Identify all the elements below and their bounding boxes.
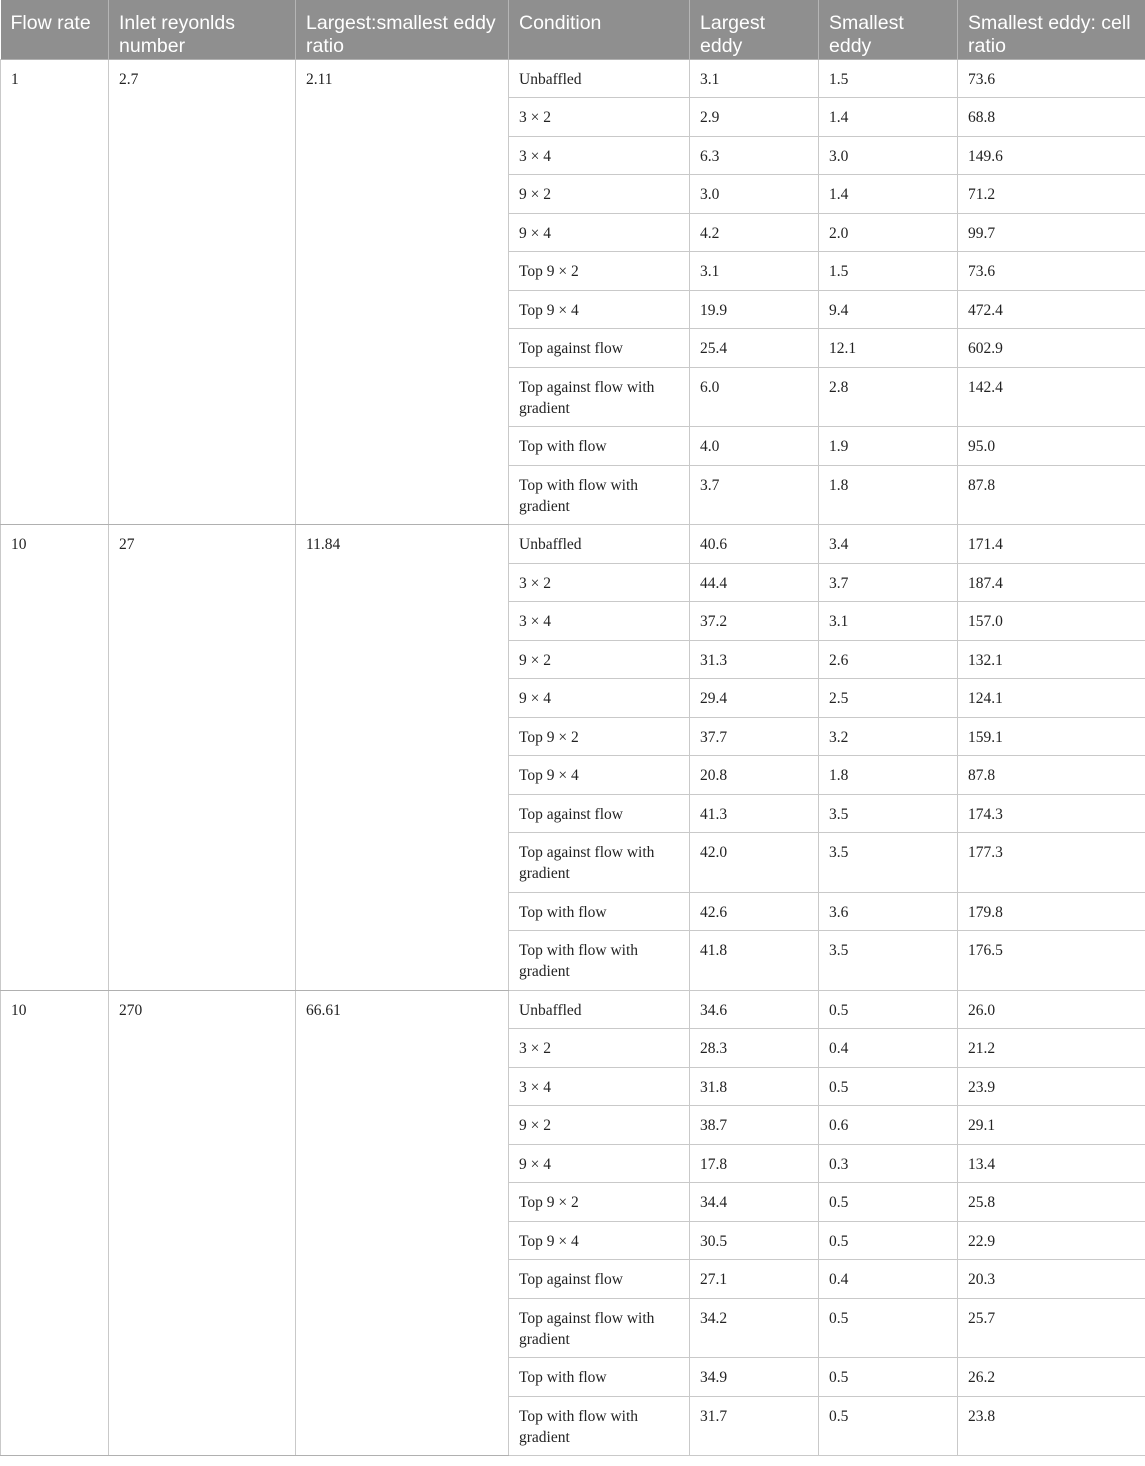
condition-cell: Top with flow (509, 1358, 690, 1397)
smallest-eddy-cell: 0.5 (819, 1221, 958, 1260)
table-row (1, 59, 1145, 98)
largest-eddy-cell: 20.8 (690, 756, 819, 795)
largest-eddy-cell: 19.9 (690, 290, 819, 329)
header-row (1, 0, 1145, 59)
condition-cell: 9 × 2 (509, 640, 690, 679)
cell-ratio-cell: 602.9 (958, 329, 1145, 368)
cell-ratio-cell: 171.4 (958, 525, 1145, 564)
smallest-eddy-cell: 9.4 (819, 290, 958, 329)
largest-eddy-cell: 34.9 (690, 1358, 819, 1397)
condition-cell: 9 × 2 (509, 175, 690, 214)
largest-eddy-cell: 28.3 (690, 1029, 819, 1068)
largest-eddy-cell: 42.0 (690, 833, 819, 893)
table-row (1, 990, 1145, 1029)
cell-ratio-cell: 26.2 (958, 1358, 1145, 1397)
cell-ratio-cell: 25.7 (958, 1298, 1145, 1358)
condition-cell: Top 9 × 4 (509, 1221, 690, 1260)
condition-cell: Unbaffled (509, 990, 690, 1029)
smallest-eddy-cell: 2.8 (819, 367, 958, 427)
largest-eddy-cell: 31.3 (690, 640, 819, 679)
smallest-eddy-cell: 0.5 (819, 1067, 958, 1106)
smallest-eddy-cell: 0.6 (819, 1106, 958, 1145)
condition-cell: Top with flow with gradient (509, 465, 690, 525)
smallest-eddy-cell: 3.4 (819, 525, 958, 564)
cell-ratio-cell: 23.9 (958, 1067, 1145, 1106)
inlet-reynolds-cell: 2.7 (109, 59, 296, 525)
cell-ratio-cell: 124.1 (958, 679, 1145, 718)
condition-cell: 9 × 4 (509, 1144, 690, 1183)
cell-ratio-cell: 149.6 (958, 136, 1145, 175)
header-cell-ratio: Smallest eddy: cell ratio (958, 0, 1145, 59)
cell-ratio-cell: 26.0 (958, 990, 1145, 1029)
smallest-eddy-cell: 0.3 (819, 1144, 958, 1183)
cell-ratio-cell: 177.3 (958, 833, 1145, 893)
cell-ratio-cell: 71.2 (958, 175, 1145, 214)
largest-eddy-cell: 27.1 (690, 1260, 819, 1299)
largest-eddy-cell: 44.4 (690, 563, 819, 602)
largest-eddy-cell: 38.7 (690, 1106, 819, 1145)
condition-cell: 3 × 2 (509, 1029, 690, 1068)
largest-eddy-cell: 3.7 (690, 465, 819, 525)
condition-cell: Top with flow (509, 892, 690, 931)
cell-ratio-cell: 187.4 (958, 563, 1145, 602)
smallest-eddy-cell: 1.5 (819, 252, 958, 291)
cell-ratio-cell: 87.8 (958, 756, 1145, 795)
largest-eddy-cell: 42.6 (690, 892, 819, 931)
eddy-ratio-cell: 66.61 (296, 990, 509, 1456)
table-header (1, 0, 1145, 59)
condition-cell: Top against flow (509, 794, 690, 833)
smallest-eddy-cell: 1.8 (819, 465, 958, 525)
largest-eddy-cell: 34.2 (690, 1298, 819, 1358)
smallest-eddy-cell: 0.5 (819, 1358, 958, 1397)
largest-eddy-cell: 40.6 (690, 525, 819, 564)
inlet-reynolds-cell: 270 (109, 990, 296, 1456)
largest-eddy-cell: 17.8 (690, 1144, 819, 1183)
header-condition: Condition (509, 0, 690, 59)
cell-ratio-cell: 142.4 (958, 367, 1145, 427)
flow-rate-cell: 10 (1, 990, 109, 1456)
condition-cell: Top against flow (509, 329, 690, 368)
cell-ratio-cell: 73.6 (958, 59, 1145, 98)
condition-cell: Top against flow with gradient (509, 1298, 690, 1358)
smallest-eddy-cell: 2.0 (819, 213, 958, 252)
smallest-eddy-cell: 3.2 (819, 717, 958, 756)
largest-eddy-cell: 31.8 (690, 1067, 819, 1106)
largest-eddy-cell: 6.0 (690, 367, 819, 427)
cell-ratio-cell: 99.7 (958, 213, 1145, 252)
largest-eddy-cell: 34.6 (690, 990, 819, 1029)
smallest-eddy-cell: 3.5 (819, 931, 958, 991)
smallest-eddy-cell: 0.5 (819, 1396, 958, 1456)
condition-cell: 3 × 2 (509, 563, 690, 602)
header-eddy-ratio: Largest:smallest eddy ratio (296, 0, 509, 59)
smallest-eddy-cell: 1.4 (819, 175, 958, 214)
smallest-eddy-cell: 0.5 (819, 1298, 958, 1358)
smallest-eddy-cell: 3.6 (819, 892, 958, 931)
flow-rate-cell: 10 (1, 525, 109, 991)
smallest-eddy-cell: 0.4 (819, 1260, 958, 1299)
condition-cell: Top with flow with gradient (509, 1396, 690, 1456)
largest-eddy-cell: 4.2 (690, 213, 819, 252)
condition-cell: 3 × 4 (509, 1067, 690, 1106)
smallest-eddy-cell: 3.5 (819, 833, 958, 893)
largest-eddy-cell: 37.2 (690, 602, 819, 641)
smallest-eddy-cell: 3.5 (819, 794, 958, 833)
condition-cell: Top against flow (509, 1260, 690, 1299)
smallest-eddy-cell: 3.1 (819, 602, 958, 641)
cell-ratio-cell: 21.2 (958, 1029, 1145, 1068)
smallest-eddy-cell: 1.8 (819, 756, 958, 795)
cell-ratio-cell: 179.8 (958, 892, 1145, 931)
condition-cell: 3 × 4 (509, 602, 690, 641)
condition-cell: Unbaffled (509, 525, 690, 564)
cell-ratio-cell: 159.1 (958, 717, 1145, 756)
cell-ratio-cell: 22.9 (958, 1221, 1145, 1260)
condition-cell: Top against flow with gradient (509, 833, 690, 893)
condition-cell: Unbaffled (509, 59, 690, 98)
cell-ratio-cell: 174.3 (958, 794, 1145, 833)
largest-eddy-cell: 31.7 (690, 1396, 819, 1456)
cell-ratio-cell: 68.8 (958, 98, 1145, 137)
table-row (1, 525, 1145, 564)
condition-cell: Top with flow with gradient (509, 931, 690, 991)
smallest-eddy-cell: 1.5 (819, 59, 958, 98)
inlet-reynolds-cell: 27 (109, 525, 296, 991)
largest-eddy-cell: 4.0 (690, 427, 819, 466)
condition-cell: Top 9 × 2 (509, 717, 690, 756)
cell-ratio-cell: 87.8 (958, 465, 1145, 525)
condition-cell: 9 × 4 (509, 213, 690, 252)
largest-eddy-cell: 25.4 (690, 329, 819, 368)
largest-eddy-cell: 30.5 (690, 1221, 819, 1260)
smallest-eddy-cell: 3.0 (819, 136, 958, 175)
smallest-eddy-cell: 3.7 (819, 563, 958, 602)
cell-ratio-cell: 20.3 (958, 1260, 1145, 1299)
cell-ratio-cell: 157.0 (958, 602, 1145, 641)
largest-eddy-cell: 41.3 (690, 794, 819, 833)
largest-eddy-cell: 6.3 (690, 136, 819, 175)
condition-cell: Top against flow with gradient (509, 367, 690, 427)
cell-ratio-cell: 132.1 (958, 640, 1145, 679)
condition-cell: Top 9 × 2 (509, 252, 690, 291)
cell-ratio-cell: 23.8 (958, 1396, 1145, 1456)
largest-eddy-cell: 3.1 (690, 252, 819, 291)
condition-cell: Top 9 × 4 (509, 756, 690, 795)
cell-ratio-cell: 25.8 (958, 1183, 1145, 1222)
eddy-ratio-cell: 11.84 (296, 525, 509, 991)
smallest-eddy-cell: 0.5 (819, 990, 958, 1029)
cell-ratio-cell: 13.4 (958, 1144, 1145, 1183)
largest-eddy-cell: 41.8 (690, 931, 819, 991)
smallest-eddy-cell: 2.6 (819, 640, 958, 679)
condition-cell: 9 × 2 (509, 1106, 690, 1145)
cell-ratio-cell: 73.6 (958, 252, 1145, 291)
condition-cell: 9 × 4 (509, 679, 690, 718)
header-inlet-reynolds: Inlet reyonlds number (109, 0, 296, 59)
eddy-ratio-cell: 2.11 (296, 59, 509, 525)
largest-eddy-cell: 3.0 (690, 175, 819, 214)
cell-ratio-cell: 472.4 (958, 290, 1145, 329)
condition-cell: Top with flow (509, 427, 690, 466)
largest-eddy-cell: 34.4 (690, 1183, 819, 1222)
condition-cell: Top 9 × 2 (509, 1183, 690, 1222)
header-flow-rate: Flow rate (1, 0, 109, 59)
smallest-eddy-cell: 0.5 (819, 1183, 958, 1222)
smallest-eddy-cell: 2.5 (819, 679, 958, 718)
condition-cell: 3 × 4 (509, 136, 690, 175)
largest-eddy-cell: 37.7 (690, 717, 819, 756)
largest-eddy-cell: 3.1 (690, 59, 819, 98)
smallest-eddy-cell: 0.4 (819, 1029, 958, 1068)
condition-cell: Top 9 × 4 (509, 290, 690, 329)
table-body (1, 59, 1145, 1456)
cell-ratio-cell: 29.1 (958, 1106, 1145, 1145)
flow-rate-cell: 1 (1, 59, 109, 525)
header-smallest-eddy: Smallest eddy (819, 0, 958, 59)
largest-eddy-cell: 2.9 (690, 98, 819, 137)
smallest-eddy-cell: 12.1 (819, 329, 958, 368)
largest-eddy-cell: 29.4 (690, 679, 819, 718)
smallest-eddy-cell: 1.9 (819, 427, 958, 466)
header-largest-eddy: Largest eddy (690, 0, 819, 59)
cell-ratio-cell: 95.0 (958, 427, 1145, 466)
cell-ratio-cell: 176.5 (958, 931, 1145, 991)
smallest-eddy-cell: 1.4 (819, 98, 958, 137)
condition-cell: 3 × 2 (509, 98, 690, 137)
